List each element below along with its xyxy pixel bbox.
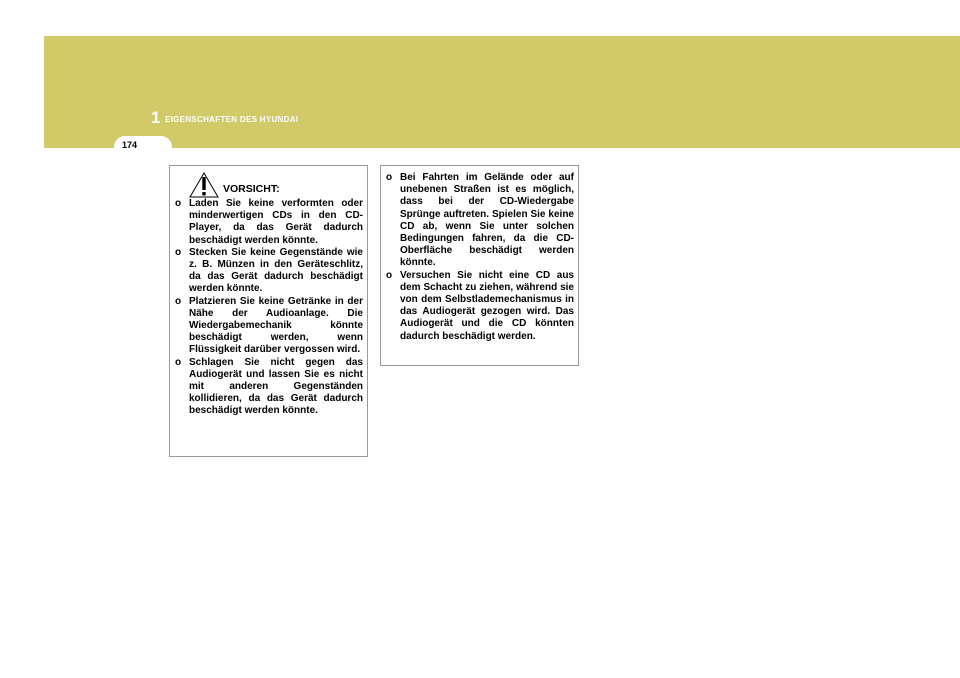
- list-item-text: Laden Sie keine verformten oder minderwertigen CDs in den CD-Player, da das Gerät dadurch beschädigt werden könnte.: [189, 198, 363, 246]
- list-item: [175, 198, 363, 247]
- list-item-text: Platzieren Sie keine Getränke in der Nähe der Audioanlage. Die Wiedergabemechanik könnte beschädigt werden, wenn Flüssigkeit darüber vergossen wird.: [189, 295, 363, 356]
- warning-header: [175, 166, 363, 198]
- header-band: [44, 36, 960, 148]
- warning-list: [175, 198, 363, 418]
- list-item-text: Schlagen Sie nicht gegen das Audiogerät und lassen Sie es nicht mit anderen Gegenständen kollidieren, da das Gerät dadurch beschädigt werden könnte.: [189, 356, 363, 417]
- bullet-marker: o: [175, 356, 182, 368]
- bullet-marker: o: [175, 295, 182, 307]
- bullet-marker: o: [175, 246, 182, 258]
- chapter-number: 1: [151, 108, 161, 127]
- warning-triangle-icon: [189, 172, 219, 198]
- list-item: [386, 270, 574, 343]
- warning-title: VORSICHT:: [223, 183, 280, 195]
- list-item: [175, 247, 363, 296]
- bullet-marker: o: [175, 198, 182, 209]
- list-item-text: Versuchen Sie nicht eine CD aus dem Schacht zu ziehen, während sie von dem Selbstlademechanismus in das Audiogerät gezogen wird. Das Audiogerät und die CD könnten dadurch beschädigt werden.: [400, 269, 574, 342]
- continuation-box: [380, 165, 579, 366]
- list-item-text: Bei Fahrten im Gelände oder auf unebenen Straßen ist es möglich, dass bei der CD-Wiedergabe Sprünge auftreten. Spielen Sie keine CD ab, wenn Sie unter solchen Bedingungen fahren, da die CD-Oberfläche beschädigt werden könnte.: [400, 172, 574, 269]
- list-item: [175, 296, 363, 357]
- warning-box: [169, 165, 368, 457]
- list-item: [175, 357, 363, 418]
- continuation-list: [386, 172, 574, 343]
- chapter-title: EIGENSCHAFTEN DES HYUNDAI: [165, 115, 299, 124]
- list-item: [386, 172, 574, 270]
- list-item-text: Stecken Sie keine Gegenstände wie z. B. Münzen in den Geräteschlitz, da das Gerät dadurch beschädigt werden könnte.: [189, 246, 363, 295]
- page-number: 174: [122, 140, 138, 150]
- bullet-marker: o: [386, 269, 393, 281]
- bullet-marker: o: [386, 172, 393, 183]
